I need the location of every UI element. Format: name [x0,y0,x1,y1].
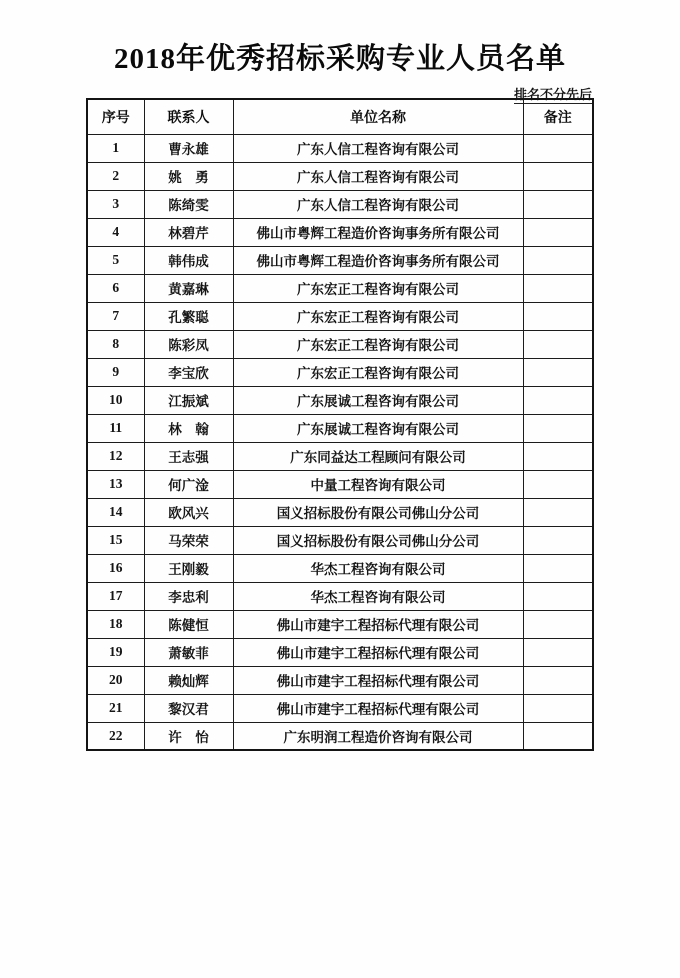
cell-serial-number: 17 [87,582,144,610]
column-header-company: 单位名称 [233,99,523,134]
cell-remark [523,582,593,610]
cell-contact-name: 林碧芹 [144,218,233,246]
cell-serial-number: 12 [87,442,144,470]
cell-remark [523,470,593,498]
column-header-remark: 备注 [523,99,593,134]
cell-serial-number: 15 [87,526,144,554]
cell-contact-name: 陈彩凤 [144,330,233,358]
cell-company-name: 广东人信工程咨询有限公司 [233,162,523,190]
cell-remark [523,274,593,302]
cell-company-name: 广东宏正工程咨询有限公司 [233,358,523,386]
cell-company-name: 广东展诚工程咨询有限公司 [233,414,523,442]
cell-company-name: 广东宏正工程咨询有限公司 [233,274,523,302]
cell-contact-name: 马荣荣 [144,526,233,554]
cell-remark [523,246,593,274]
cell-remark [523,666,593,694]
page-title: 2018年优秀招标采购专业人员名单 [113,43,566,75]
table-row [87,414,593,442]
cell-remark [523,498,593,526]
table-row [87,330,593,358]
cell-serial-number: 19 [87,638,144,666]
cell-remark [523,526,593,554]
cell-serial-number: 14 [87,498,144,526]
cell-remark [523,302,593,330]
cell-company-name: 国义招标股份有限公司佛山分公司 [233,498,523,526]
cell-serial-number: 10 [87,386,144,414]
cell-serial-number: 7 [87,302,144,330]
table-row [87,526,593,554]
cell-serial-number: 21 [87,694,144,722]
table-row [87,218,593,246]
cell-serial-number: 3 [87,190,144,218]
table-row [87,582,593,610]
table-row [87,666,593,694]
cell-contact-name: 王志强 [144,442,233,470]
cell-contact-name: 陈健恒 [144,610,233,638]
cell-company-name: 华杰工程咨询有限公司 [233,582,523,610]
cell-company-name: 广东宏正工程咨询有限公司 [233,302,523,330]
table-row [87,638,593,666]
cell-company-name: 广东展诚工程咨询有限公司 [233,386,523,414]
cell-contact-name: 韩伟成 [144,246,233,274]
cell-serial-number: 5 [87,246,144,274]
cell-serial-number: 4 [87,218,144,246]
personnel-table [86,98,594,751]
cell-serial-number: 1 [87,134,144,162]
column-header-name: 联系人 [144,99,233,134]
table-body [87,134,593,750]
cell-remark [523,134,593,162]
cell-remark [523,722,593,750]
cell-company-name: 广东人信工程咨询有限公司 [233,134,523,162]
cell-remark [523,414,593,442]
cell-company-name: 佛山市粤辉工程造价咨询事务所有限公司 [233,218,523,246]
cell-contact-name: 王刚毅 [144,554,233,582]
cell-contact-name: 黄嘉琳 [144,274,233,302]
cell-contact-name: 黎汉君 [144,694,233,722]
cell-remark [523,638,593,666]
cell-contact-name: 赖灿辉 [144,666,233,694]
table-row [87,358,593,386]
table-row [87,498,593,526]
cell-contact-name: 许 怡 [144,722,233,750]
table-row [87,470,593,498]
cell-serial-number: 22 [87,722,144,750]
cell-remark [523,386,593,414]
cell-contact-name: 陈绮雯 [144,190,233,218]
table-row [87,302,593,330]
cell-company-name: 广东同益达工程顾问有限公司 [233,442,523,470]
cell-serial-number: 6 [87,274,144,302]
cell-remark [523,554,593,582]
cell-contact-name: 孔繁聪 [144,302,233,330]
cell-contact-name: 何广淦 [144,470,233,498]
cell-company-name: 佛山市建宇工程招标代理有限公司 [233,610,523,638]
table-row [87,246,593,274]
cell-serial-number: 9 [87,358,144,386]
table-header [87,99,593,134]
table-row [87,442,593,470]
cell-serial-number: 11 [87,414,144,442]
table-row [87,274,593,302]
cell-serial-number: 18 [87,610,144,638]
table-row [87,162,593,190]
cell-company-name: 佛山市建宇工程招标代理有限公司 [233,694,523,722]
cell-company-name: 佛山市建宇工程招标代理有限公司 [233,638,523,666]
cell-company-name: 广东明润工程造价咨询有限公司 [233,722,523,750]
cell-remark [523,190,593,218]
cell-contact-name: 李宝欣 [144,358,233,386]
cell-company-name: 国义招标股份有限公司佛山分公司 [233,526,523,554]
table-header-row [87,99,593,134]
cell-company-name: 佛山市粤辉工程造价咨询事务所有限公司 [233,246,523,274]
cell-contact-name: 萧敏菲 [144,638,233,666]
cell-remark [523,694,593,722]
cell-company-name: 广东宏正工程咨询有限公司 [233,330,523,358]
cell-serial-number: 8 [87,330,144,358]
cell-serial-number: 2 [87,162,144,190]
cell-contact-name: 江振斌 [144,386,233,414]
cell-remark [523,358,593,386]
table-row [87,610,593,638]
cell-serial-number: 20 [87,666,144,694]
cell-remark [523,218,593,246]
cell-company-name: 广东人信工程咨询有限公司 [233,190,523,218]
cell-company-name: 佛山市建宇工程招标代理有限公司 [233,666,523,694]
cell-company-name: 华杰工程咨询有限公司 [233,554,523,582]
column-header-no: 序号 [87,99,144,134]
cell-contact-name: 姚 勇 [144,162,233,190]
table-row [87,722,593,750]
cell-remark [523,442,593,470]
cell-contact-name: 欧风兴 [144,498,233,526]
cell-serial-number: 13 [87,470,144,498]
cell-remark [523,330,593,358]
table-row [87,554,593,582]
cell-serial-number: 16 [87,554,144,582]
cell-company-name: 中量工程咨询有限公司 [233,470,523,498]
table-row [87,694,593,722]
ranking-note-text: 排名不分先后 [513,87,592,102]
cell-contact-name: 曹永雄 [144,134,233,162]
table-row [87,190,593,218]
table-row [87,134,593,162]
cell-contact-name: 李忠利 [144,582,233,610]
cell-remark [523,162,593,190]
cell-contact-name: 林 翰 [144,414,233,442]
table-row [87,386,593,414]
cell-remark [523,610,593,638]
